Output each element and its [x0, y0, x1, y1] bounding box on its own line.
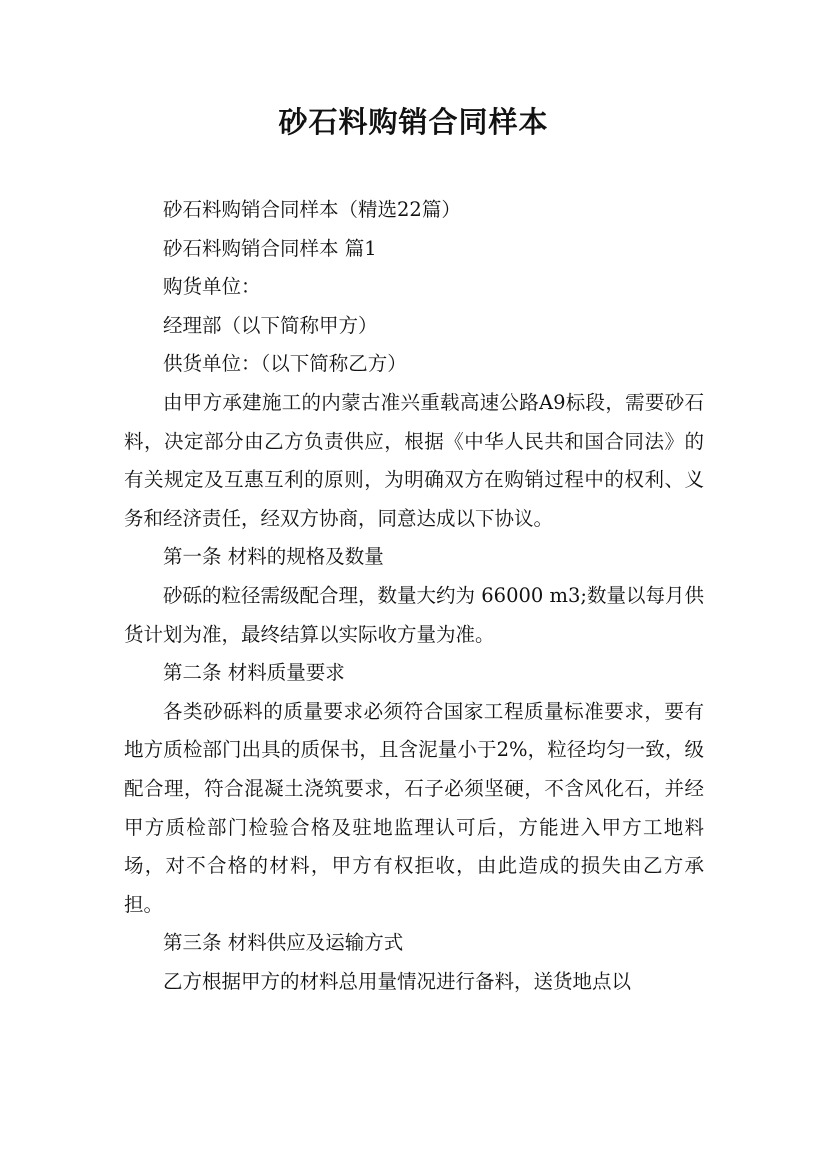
paragraph-article-2-heading: 第二条 材料质量要求 [163, 661, 345, 685]
paragraph-subtitle: 砂石料购销合同样本（精选22篇） [163, 198, 461, 221]
paragraph-supplier-label: 供货单位：（以下简称乙方） [163, 352, 407, 376]
paragraph-preamble: 由甲方承建施工的内蒙古准兴重载高速公路A9标段，需要砂石料，决定部分由乙方负责供应，根据《中华人民共和国合同法》的有关规定及互惠互利的原则，为明确双方在购销过程中的权利、义务和经济责任，经双方协商，同意达成以下协议。 [124, 390, 704, 530]
paragraph-article-2-body: 各类砂砾料的质量要求必须符合国家工程质量标准要求，要有地方质检部门出具的质保书，且含泥量小于2%，粒径均匀一致，级配合理，符合混凝土浇筑要求，石子必须坚硬，不含风化石，并经甲方质检部门检验合格及驻地监理认可后，方能进入甲方工地料场，对不合格的材料，甲方有权拒收，由此造成的损失由乙方承担。 [124, 699, 704, 916]
document-title: 砂石料购销合同样本 [278, 105, 549, 139]
paragraph-article-1-body: 砂砾的粒径需级配合理，数量大约为 66000 m3;数量以每月供货计划为准，最终结算以实际收方量为准。 [124, 583, 704, 646]
paragraph-article-3-body: 乙方根据甲方的材料总用量情况进行备料，送货地点以 [163, 969, 632, 993]
paragraph-buyer-label: 购货单位： [163, 275, 261, 299]
paragraph-article-3-heading: 第三条 材料供应及运输方式 [163, 931, 404, 955]
paragraph-section-heading: 砂石料购销合同样本 篇1 [163, 236, 377, 260]
paragraph-buyer-name: 经理部（以下简称甲方） [163, 313, 378, 337]
paragraph-article-1-heading: 第一条 材料的规格及数量 [163, 545, 384, 569]
document-body [124, 191, 704, 1001]
